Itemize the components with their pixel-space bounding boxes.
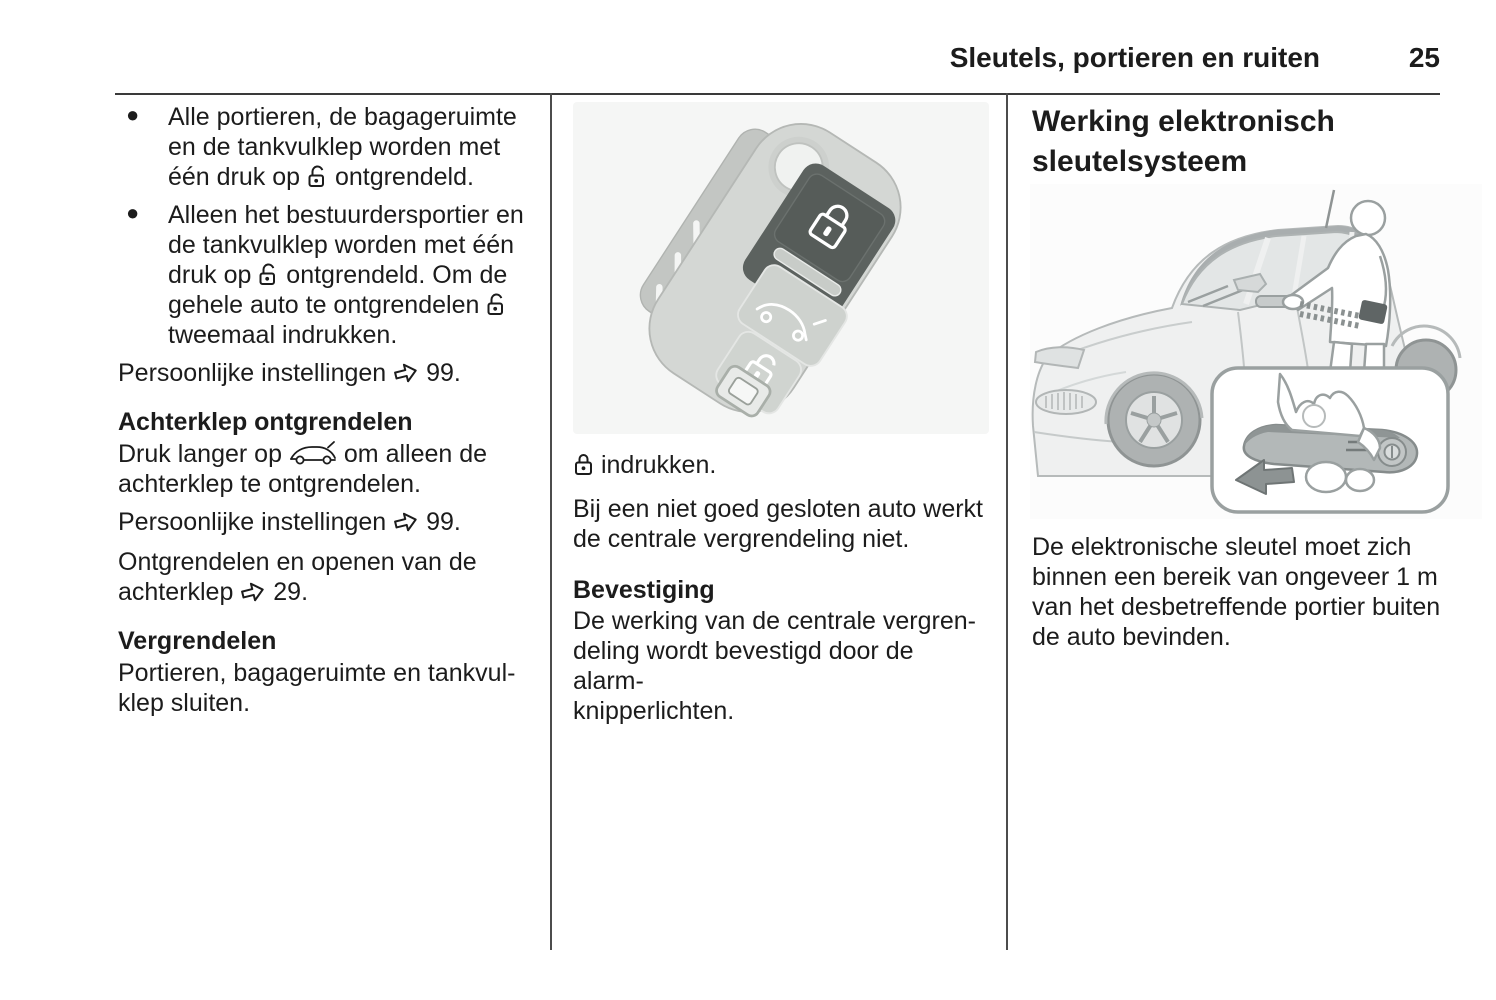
paragraph: Bij een niet goed gesloten auto werkt de centrale vergrendeling niet. [573, 495, 983, 553]
electronic-key-illustration [1030, 184, 1482, 519]
bullet-text: Alleen het bestuurdersportier en de tankvulklep worden met één druk op [168, 201, 524, 289]
reference-page: 29. [273, 578, 309, 606]
list-item [118, 200, 538, 350]
paragraph-text: indrukken. [600, 451, 717, 479]
reference-page: 99. [426, 359, 461, 387]
column-divider-1 [550, 93, 552, 950]
chapter-title: Sleutels, portieren en ruiten [949, 42, 1320, 73]
page-number: 25 [1408, 42, 1440, 73]
paragraph [118, 439, 538, 499]
left-column [118, 98, 538, 726]
unlock-icon [258, 261, 279, 287]
key-fob-figure [573, 102, 989, 441]
page-reference-arrow-icon [393, 361, 419, 385]
unlock-icon [307, 163, 328, 189]
bullet-text: tweemaal indrukken. [168, 321, 398, 349]
list-item [118, 102, 538, 192]
bullet-icon: ● [126, 200, 140, 225]
cross-reference [118, 547, 538, 607]
reference-text: Persoonlijke instellingen [118, 508, 387, 536]
section-heading: Vergrendelen [118, 627, 277, 655]
paragraph [573, 606, 991, 726]
section-heading: Bevestiging [573, 576, 715, 604]
reference-text: Ontgrendelen en openen van de achterklep [118, 548, 477, 606]
reference-text: Persoonlijke instellingen [118, 359, 387, 387]
electronic-key-figure [1030, 184, 1482, 526]
lock-icon [573, 451, 594, 477]
header-rule [115, 93, 1440, 95]
paragraph-line: deling wordt bevestigd door de alarm- [573, 637, 914, 695]
bullet-icon: ● [126, 102, 140, 127]
paragraph-line: De werking van de centrale vergren- [573, 607, 976, 635]
right-column [1032, 100, 1446, 960]
page-reference-arrow-icon [393, 510, 419, 534]
paragraph [118, 658, 538, 718]
column-divider-2 [1006, 93, 1008, 950]
paragraph-line: knipperlichten. [573, 697, 735, 725]
page-section-heading: Werking elektronisch sleutelsysteem [1032, 105, 1335, 178]
bullet-text: ontgrendeld. Om de gehele auto te ontgrendelen [168, 261, 508, 319]
paragraph-line: Portieren, bagageruimte en tankvul- [118, 659, 516, 687]
cross-reference [118, 358, 538, 388]
bullet-text: ontgrendeld. [334, 163, 474, 191]
paragraph-text: om alleen de achterklep te ontgrendelen. [118, 440, 488, 498]
middle-column [573, 100, 991, 960]
paragraph-line: klep sluiten. [118, 689, 251, 717]
page-reference-arrow-icon [240, 580, 266, 604]
tailgate-release-icon [289, 440, 337, 466]
section-heading: Achterklep ontgrendelen [118, 408, 413, 436]
press-lock-line [573, 450, 716, 480]
reference-page: 99. [426, 508, 461, 536]
cross-reference [118, 507, 538, 537]
key-fob-illustration [573, 102, 989, 434]
unlock-icon [486, 291, 507, 317]
paragraph: De elektronische sleutel moet zich binnen een bereik van ongeveer 1 m van het desbetreffende portier buiten de auto bevinden. [1032, 533, 1441, 651]
paragraph-text: Druk langer op [118, 440, 282, 468]
bullet-text: Alle portieren, de bagageruimte en de tankvulklep worden met één druk op [168, 103, 517, 191]
